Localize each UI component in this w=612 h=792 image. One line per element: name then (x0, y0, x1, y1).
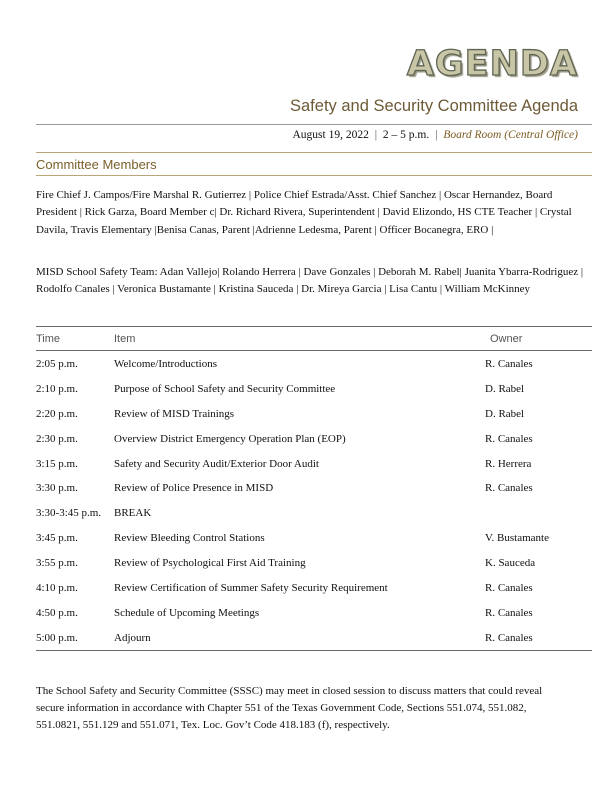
school-safety-team-list: MISD School Safety Team: Adan Vallejo| Rolando Herrera | Dave Gonzales | Deborah M. Rabel| Juanita Ybarra-Rodriguez | Rodolfo Canales | Veronica Bustamante | Kristina Sauceda | Dr. Mireya Garcia | Lisa Cantu | William McKinney (36, 266, 584, 296)
row-time: 2:05 p.m. (36, 358, 78, 370)
row-item: Purpose of School Safety and Security Committee (114, 382, 336, 395)
divider (36, 124, 592, 125)
row-item: Review of MISD Trainings (114, 407, 235, 420)
table-row (36, 576, 592, 601)
closed-session-note: The School Safety and Security Committee (SSSC) may meet in closed session to discuss matters that could reveal secure information in accordance with Chapter 551 of the Texas Government Code, Sections 551.074, 551.082, 551.0821, 551.129 and 551.071, Tex. Loc. Gov’t Code 418.183 (f), respectively. (36, 685, 543, 731)
table-row (36, 501, 592, 526)
row-owner: R. Canales (485, 482, 533, 495)
separator: | (435, 129, 438, 141)
committee-members-list: Fire Chief J. Campos/Fire Marshal R. Gutierrez | Police Chief Estrada/Asst. Chief Sanchez | Oscar Hernandez, Board President | Rick Garza, Board Member c| Dr. Richard Rivera, Superintendent | David Elizondo, HS CTE Teacher | Crystal Davila, Travis Elementary |Benisa Canas, Parent |Adrienne Ledesma, Parent | Officer Bocanegra, ERO | (36, 189, 572, 236)
table-row (36, 551, 592, 576)
table-row (36, 352, 592, 377)
row-time: 2:20 p.m. (36, 407, 78, 420)
row-time: 5:00 p.m. (36, 631, 78, 644)
row-item: Welcome/Introductions (114, 358, 217, 370)
divider (36, 175, 592, 176)
meeting-location: Board Room (Central Office) (443, 129, 578, 141)
row-item: Safety and Security Audit/Exterior Door Audit (114, 457, 319, 470)
table-top-border (36, 326, 592, 327)
meeting-time: 2 – 5 p.m. (382, 129, 430, 141)
row-item: Overview District Emergency Operation Plan (EOP) (114, 432, 346, 445)
row-time: 3:30-3:45 p.m. (36, 507, 102, 520)
row-owner: K. Sauceda (485, 557, 536, 570)
row-owner: R. Canales (485, 582, 533, 595)
committee-members-heading: Committee Members (36, 157, 157, 172)
row-owner: R. Canales (485, 432, 533, 445)
agenda-table-body (36, 352, 592, 651)
row-time: 4:10 p.m. (36, 582, 78, 595)
row-owner: R. Herrera (485, 457, 532, 470)
row-item: Schedule of Upcoming Meetings (114, 606, 260, 619)
table-row (36, 377, 592, 402)
row-owner: V. Bustamante (485, 532, 549, 545)
row-time: 3:15 p.m. (36, 457, 78, 470)
row-item: Adjourn (114, 631, 151, 644)
header-time: Time (36, 333, 61, 345)
table-header (36, 332, 592, 348)
row-item: Review of Police Presence in MISD (114, 482, 274, 495)
agenda-logo: AGENDA (406, 44, 578, 84)
table-row (36, 476, 592, 501)
row-owner: R. Canales (485, 606, 533, 619)
row-owner: D. Rabel (485, 382, 525, 395)
row-item: Review Bleeding Control Stations (114, 532, 265, 545)
table-row (36, 452, 592, 477)
row-owner: R. Canales (485, 631, 533, 644)
row-item: Review Certification of Summer Safety Security Requirement (114, 582, 388, 595)
meeting-date-line (293, 128, 579, 142)
meeting-date: August 19, 2022 (292, 129, 369, 141)
table-row (36, 427, 592, 452)
row-item: Review of Psychological First Aid Training (114, 557, 306, 570)
divider (36, 152, 592, 153)
row-time: 2:30 p.m. (36, 432, 78, 445)
table-header-border (36, 350, 592, 351)
row-time: 3:55 p.m. (36, 557, 78, 570)
table-row (36, 402, 592, 427)
page-title: Safety and Security Committee Agenda (290, 97, 578, 115)
row-owner: R. Canales (485, 358, 533, 370)
header-owner: Owner (490, 333, 523, 345)
row-time: 3:30 p.m. (36, 482, 78, 495)
row-time: 2:10 p.m. (36, 382, 78, 395)
row-time: 4:50 p.m. (36, 606, 78, 619)
row-item: BREAK (114, 507, 152, 520)
table-row (36, 601, 592, 626)
table-row (36, 626, 592, 651)
table-row (36, 526, 592, 551)
row-owner: D. Rabel (485, 407, 525, 420)
row-time: 3:45 p.m. (36, 532, 78, 545)
table-bottom-border (36, 650, 592, 651)
separator: | (374, 129, 378, 141)
header-item: Item (114, 333, 136, 345)
